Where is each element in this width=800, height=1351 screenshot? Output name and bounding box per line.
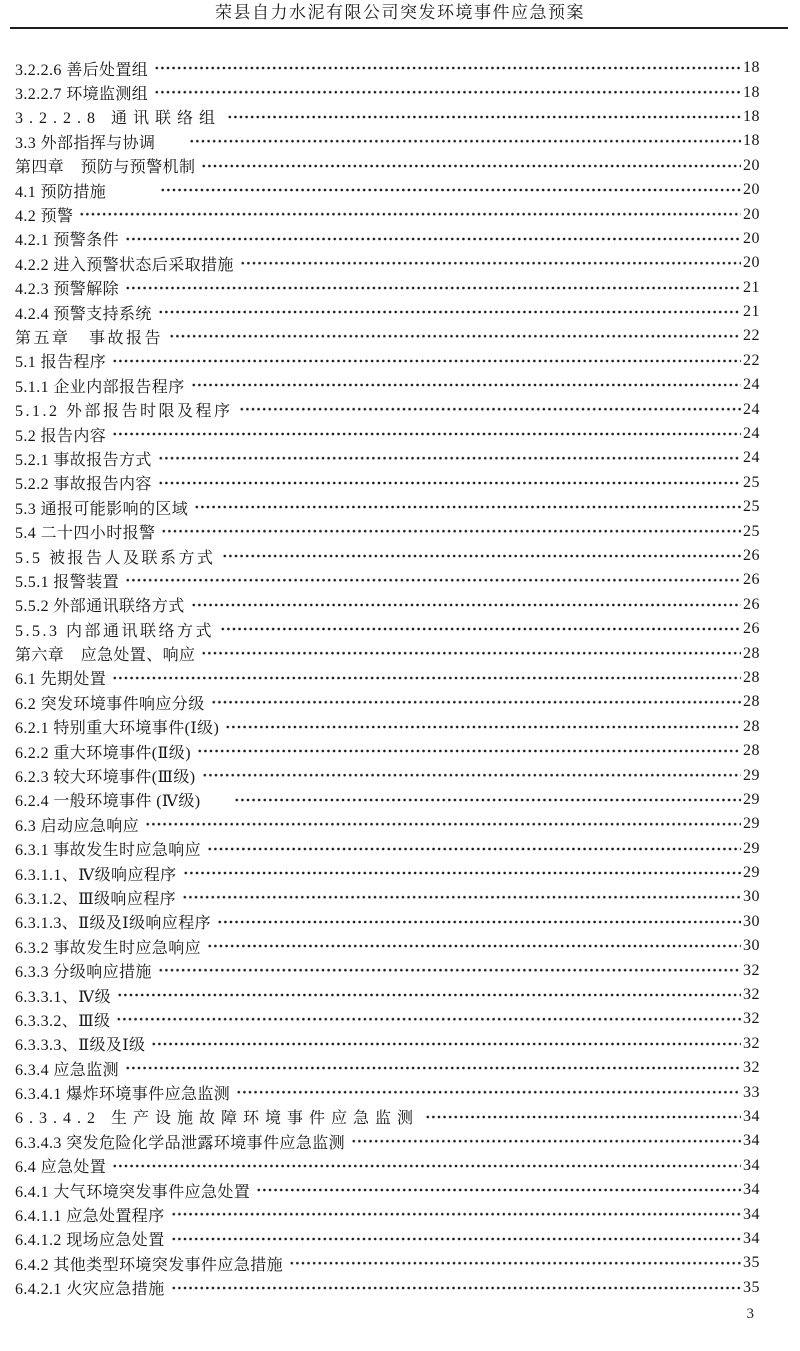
toc-entry — [15, 1129, 760, 1153]
toc-entry-label: 6.4.1.1 应急处置程序 — [15, 1208, 165, 1226]
toc-entry-page: 28 — [743, 693, 760, 711]
dot-leader — [151, 1032, 741, 1056]
dot-leader — [227, 105, 741, 129]
toc-entry-label: 6.4.2.1 火灾应急措施 — [15, 1281, 165, 1299]
toc-entry — [15, 1276, 760, 1300]
dot-leader — [289, 1251, 741, 1275]
dot-leader — [194, 495, 741, 519]
toc-entry — [15, 1178, 760, 1202]
dot-leader — [189, 129, 741, 153]
toc-entry-label: 6.2.1 特别重大环境事件(Ⅰ级) — [15, 720, 220, 738]
toc-entry-page: 30 — [743, 888, 760, 906]
toc-entry — [15, 519, 760, 543]
toc-entry — [15, 958, 760, 982]
toc-entry-page: 25 — [743, 473, 760, 491]
toc-entry-label: 5.5.1 报警装置 — [15, 573, 120, 591]
toc-entry-page: 22 — [743, 327, 760, 345]
toc-entry — [15, 80, 760, 104]
document-header — [0, 0, 800, 29]
toc-entry-label: 6.3.4.2 生产设施故障环境事件应急监测 — [15, 1110, 420, 1128]
toc-entry-page: 28 — [743, 668, 760, 686]
toc-entry — [15, 544, 760, 568]
dot-leader — [112, 349, 741, 373]
toc-entry-label: 5.5.3 内部通讯联络方式 — [15, 622, 215, 640]
toc-entry-label: 4.2.2 进入预警状态后采取措施 — [15, 256, 234, 274]
toc-entry — [15, 1007, 760, 1031]
toc-entry-page: 21 — [743, 303, 760, 321]
toc-entry-page: 34 — [743, 1205, 760, 1223]
toc-entry-label: 6.4.2 其他类型环境突发事件应急措施 — [15, 1256, 284, 1274]
toc-entry-page: 24 — [743, 425, 760, 443]
toc-entry-label: 6.3.4 应急监测 — [15, 1061, 120, 1079]
dot-leader — [191, 593, 741, 617]
toc-entry — [15, 446, 760, 470]
toc-entry-label: 6.3.4.1 爆炸环境事件应急监测 — [15, 1086, 231, 1104]
toc-entry — [15, 739, 760, 763]
toc-entry-label: 5.5 被报告人及联系方式 — [15, 549, 216, 567]
toc-entry-page: 29 — [743, 864, 760, 882]
dot-leader — [171, 1276, 741, 1300]
toc-entry-page: 34 — [743, 1107, 760, 1125]
toc-entry — [15, 690, 760, 714]
dot-leader — [351, 1129, 741, 1153]
dot-leader — [207, 934, 741, 958]
page-number: 3 — [746, 1305, 754, 1322]
toc-entry-label: 6.3.3.3、Ⅱ级及Ⅰ级 — [15, 1037, 146, 1055]
toc-entry — [15, 1202, 760, 1226]
dot-leader — [125, 227, 741, 251]
toc-entry-label: 6.2.4 一般环境事件 (Ⅳ级) — [15, 793, 201, 811]
toc-entry-page: 35 — [743, 1278, 760, 1296]
toc-entry-label: 5.3 通报可能影响的区域 — [15, 500, 189, 518]
dot-leader — [158, 300, 741, 324]
toc-entry — [15, 641, 760, 665]
dot-leader — [207, 837, 741, 861]
toc-entry-label: 5.2.1 事故报告方式 — [15, 451, 152, 469]
toc-entry — [15, 105, 760, 129]
dot-leader — [211, 690, 741, 714]
toc-entry-page: 30 — [743, 937, 760, 955]
toc-entry — [15, 593, 760, 617]
toc-entry — [15, 983, 760, 1007]
toc-entry — [15, 1154, 760, 1178]
table-of-contents — [15, 56, 760, 1300]
document-header-title: 荣县自力水泥有限公司突发环境事件应急预案 — [215, 3, 585, 22]
toc-entry-page: 18 — [743, 107, 760, 125]
toc-entry — [15, 885, 760, 909]
toc-entry-page: 34 — [743, 1181, 760, 1199]
toc-entry — [15, 495, 760, 519]
toc-entry-page: 20 — [743, 254, 760, 272]
dot-leader — [125, 1056, 741, 1080]
toc-entry-label: 6.4 应急处置 — [15, 1159, 107, 1177]
toc-entry — [15, 837, 760, 861]
document-footer — [0, 1306, 754, 1323]
toc-entry-page: 29 — [743, 839, 760, 857]
toc-entry — [15, 715, 760, 739]
dot-leader — [217, 910, 741, 934]
toc-entry-label: 6.2 突发环境事件响应分级 — [15, 695, 205, 713]
toc-entry-page: 26 — [743, 595, 760, 613]
toc-entry-page: 25 — [743, 522, 760, 540]
dot-leader — [236, 1080, 741, 1104]
dot-leader — [256, 1178, 741, 1202]
toc-entry — [15, 861, 760, 885]
toc-entry-label: 6.3.2 事故发生时应急响应 — [15, 939, 202, 957]
toc-entry-page: 28 — [743, 644, 760, 662]
toc-entry-page: 20 — [743, 181, 760, 199]
toc-entry-label: 5.4 二十四小时报警 — [15, 525, 156, 543]
dot-leader — [201, 154, 741, 178]
dot-leader — [234, 788, 741, 812]
toc-entry-label: 6.4.1 大气环境突发事件应急处置 — [15, 1183, 251, 1201]
toc-entry — [15, 227, 760, 251]
toc-entry — [15, 471, 760, 495]
dot-leader — [169, 324, 741, 348]
toc-entry-page: 21 — [743, 278, 760, 296]
toc-entry — [15, 1105, 760, 1129]
toc-entry-label: 3.2.2.8 通讯联络组 — [15, 110, 222, 128]
dot-leader — [171, 1227, 741, 1251]
toc-entry-page: 26 — [743, 620, 760, 638]
toc-entry-label: 5.1 报告程序 — [15, 354, 107, 372]
dot-leader — [225, 715, 741, 739]
dot-leader — [79, 202, 741, 226]
toc-entry-label: 4.2 预警 — [15, 208, 74, 226]
toc-entry-label: 3.3 外部指挥与协调 — [15, 134, 156, 152]
toc-entry-page: 22 — [743, 351, 760, 369]
dot-leader — [125, 568, 741, 592]
header-rule — [10, 27, 788, 29]
toc-entry-page: 32 — [743, 1059, 760, 1077]
toc-entry-label: 6.3.1.1、Ⅳ级响应程序 — [15, 866, 177, 884]
toc-entry — [15, 154, 760, 178]
toc-entry — [15, 397, 760, 421]
toc-entry-page: 28 — [743, 742, 760, 760]
dot-leader — [201, 641, 741, 665]
toc-entry-page: 24 — [743, 400, 760, 418]
toc-entry — [15, 373, 760, 397]
dot-leader — [202, 763, 742, 787]
toc-entry-page: 34 — [743, 1132, 760, 1150]
toc-entry-label: 5.1.1 企业内部报告程序 — [15, 378, 185, 396]
toc-entry — [15, 763, 760, 787]
toc-entry — [15, 202, 760, 226]
dot-leader — [191, 373, 741, 397]
dot-leader — [116, 1007, 741, 1031]
toc-entry — [15, 300, 760, 324]
toc-entry — [15, 324, 760, 348]
toc-entry-label: 4.1 预防措施 — [15, 183, 107, 201]
toc-entry — [15, 617, 760, 641]
toc-entry — [15, 1227, 760, 1251]
toc-entry-page: 34 — [743, 1156, 760, 1174]
dot-leader — [145, 812, 741, 836]
toc-entry-label: 6.3.3 分级响应措施 — [15, 964, 152, 982]
toc-entry-page: 24 — [743, 376, 760, 394]
toc-entry-label: 6.3.4.3 突发危险化学品泄露环境事件应急监测 — [15, 1134, 346, 1152]
toc-entry-label: 第六章 应急处置、响应 — [15, 647, 196, 665]
toc-entry-page: 28 — [743, 717, 760, 735]
toc-entry — [15, 276, 760, 300]
toc-entry-label: 6.3 启动应急响应 — [15, 817, 140, 835]
toc-entry-page: 29 — [743, 790, 760, 808]
toc-entry-label: 4.2.4 预警支持系统 — [15, 305, 152, 323]
dot-leader — [240, 251, 741, 275]
toc-entry-page: 32 — [743, 961, 760, 979]
toc-entry-label: 6.1 先期处置 — [15, 671, 107, 689]
toc-entry-page: 29 — [743, 766, 760, 784]
toc-entry-page: 20 — [743, 229, 760, 247]
toc-entry-page: 32 — [743, 986, 760, 1004]
dot-leader — [425, 1105, 741, 1129]
toc-entry — [15, 1032, 760, 1056]
toc-entry-page: 18 — [743, 132, 760, 150]
dot-leader — [112, 1154, 741, 1178]
toc-entry-label: 第四章 预防与预警机制 — [15, 159, 196, 177]
toc-entry-label: 6.2.2 重大环境事件(Ⅱ级) — [15, 744, 191, 762]
toc-entry-page: 18 — [743, 59, 760, 77]
dot-leader — [183, 861, 741, 885]
toc-entry-label: 6.4.1.2 现场应急处置 — [15, 1232, 165, 1250]
toc-entry-page: 29 — [743, 815, 760, 833]
dot-leader — [154, 80, 741, 104]
toc-entry-label: 第五章 事故报告 — [15, 329, 164, 347]
toc-entry-label: 5.5.2 外部通讯联络方式 — [15, 598, 185, 616]
dot-leader — [154, 56, 741, 80]
dot-leader — [112, 666, 741, 690]
toc-entry-label: 6.3.1.2、Ⅲ级响应程序 — [15, 890, 177, 908]
dot-leader — [220, 617, 741, 641]
toc-entry-label: 5.2 报告内容 — [15, 427, 107, 445]
toc-entry — [15, 812, 760, 836]
dot-leader — [182, 885, 741, 909]
dot-leader — [112, 422, 741, 446]
toc-entry — [15, 178, 760, 202]
toc-entry-label: 5.2.2 事故报告内容 — [15, 476, 152, 494]
dot-leader — [222, 544, 741, 568]
toc-entry — [15, 934, 760, 958]
toc-entry — [15, 129, 760, 153]
dot-leader — [158, 471, 741, 495]
toc-entry-page: 26 — [743, 547, 760, 564]
toc-entry — [15, 666, 760, 690]
toc-entry — [15, 422, 760, 446]
toc-entry-label: 6.3.3.2、Ⅲ级 — [15, 1012, 111, 1030]
toc-entry-page: 33 — [743, 1083, 760, 1101]
toc-entry-page: 35 — [743, 1254, 760, 1272]
dot-leader — [239, 397, 741, 421]
toc-entry — [15, 1251, 760, 1275]
dot-leader — [161, 519, 741, 543]
toc-entry-page: 30 — [743, 912, 760, 930]
dot-leader — [158, 446, 741, 470]
toc-entry-label: 6.2.3 较大环境事件(Ⅲ级) — [15, 769, 196, 787]
toc-entry — [15, 349, 760, 373]
toc-entry-page: 25 — [743, 498, 760, 516]
toc-entry-page: 18 — [743, 83, 760, 101]
toc-entry-page: 32 — [743, 1034, 760, 1052]
toc-entry-page: 34 — [743, 1229, 760, 1247]
toc-entry-label: 6.3.3.1、Ⅳ级 — [15, 988, 111, 1006]
toc-entry-label: 6.3.1 事故发生时应急响应 — [15, 842, 202, 860]
toc-entry-page: 20 — [743, 205, 760, 223]
toc-entry — [15, 251, 760, 275]
toc-entry-label: 5.1.2 外部报告时限及程序 — [15, 403, 233, 421]
toc-entry-label: 3.2.2.6 善后处置组 — [15, 61, 149, 79]
toc-entry-label: 4.2.3 预警解除 — [15, 281, 120, 299]
dot-leader — [197, 739, 741, 763]
dot-leader — [171, 1202, 741, 1226]
dot-leader — [117, 983, 741, 1007]
toc-entry-page: 32 — [743, 1010, 760, 1028]
toc-entry — [15, 788, 760, 812]
toc-entry-page: 20 — [743, 156, 760, 174]
toc-entry-label: 3.2.2.7 环境监测组 — [15, 86, 149, 104]
toc-entry — [15, 568, 760, 592]
toc-entry-label: 4.2.1 预警条件 — [15, 232, 120, 250]
dot-leader — [125, 276, 741, 300]
toc-entry-page: 24 — [743, 449, 760, 467]
dot-leader — [158, 958, 741, 982]
toc-entry — [15, 1056, 760, 1080]
dot-leader — [160, 178, 741, 202]
toc-entry-label: 6.3.1.3、Ⅱ级及Ⅰ级响应程序 — [15, 915, 211, 933]
toc-entry — [15, 910, 760, 934]
toc-entry — [15, 1080, 760, 1104]
toc-entry — [15, 56, 760, 80]
toc-entry-page: 26 — [743, 571, 760, 589]
